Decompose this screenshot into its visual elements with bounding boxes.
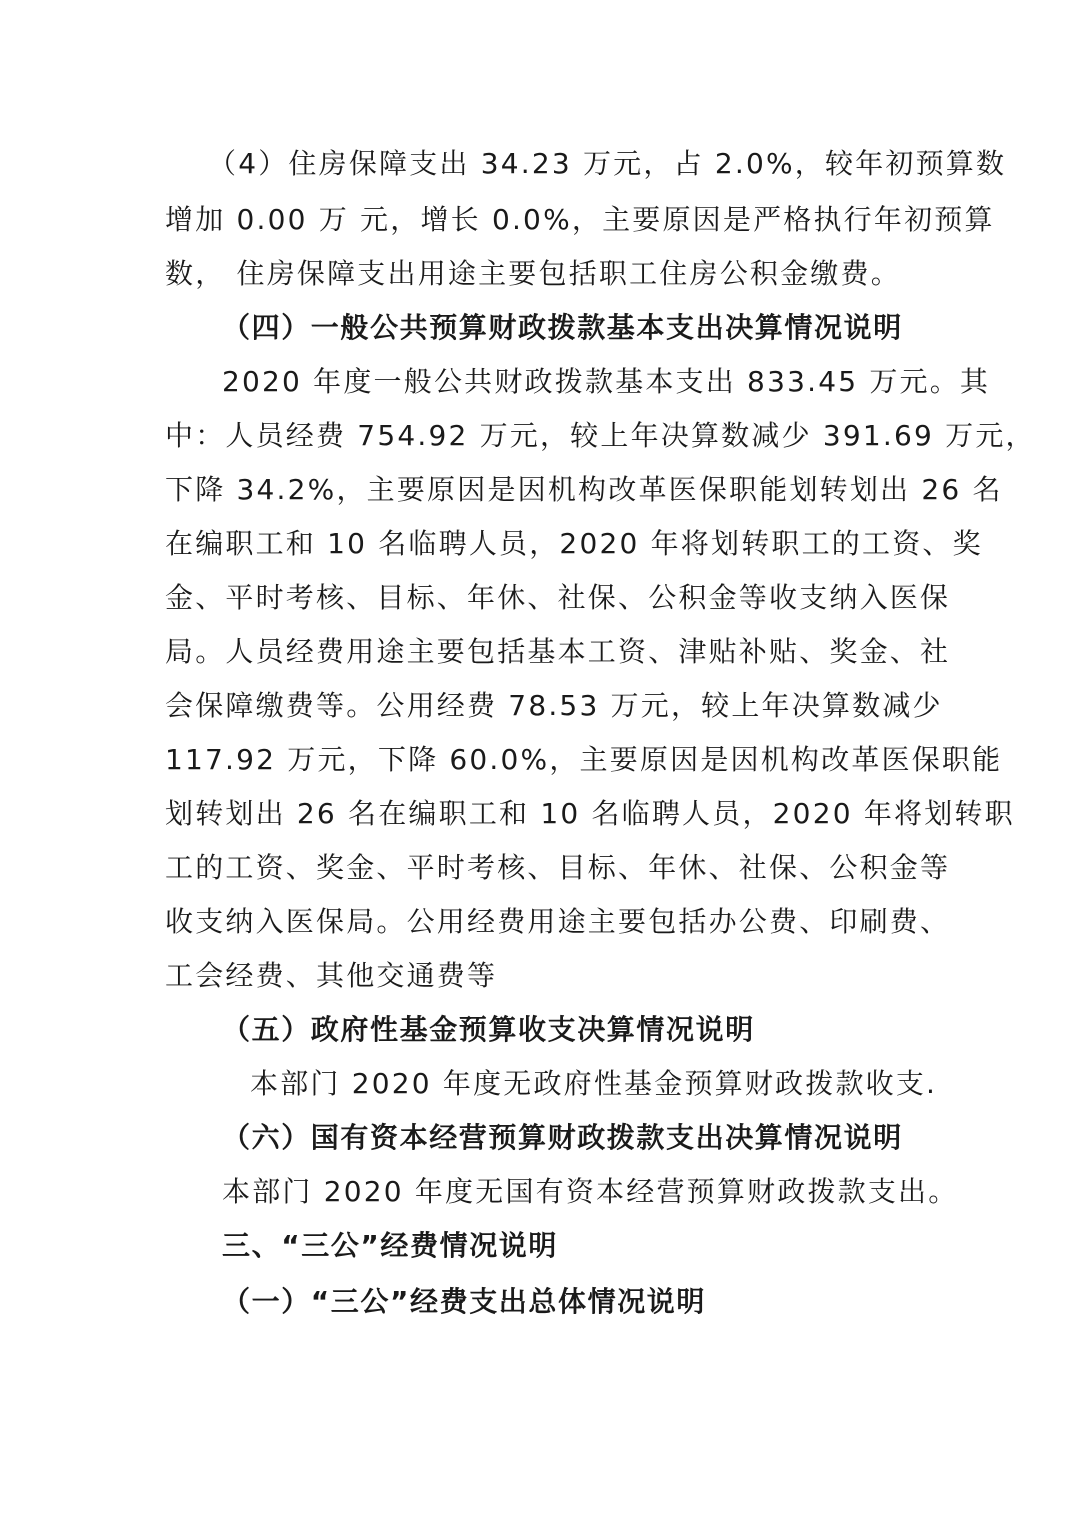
paragraph-line: 数， 住房保障支出用途主要包括职工住房公积金缴费。 <box>165 257 901 290</box>
paragraph-line: 收支纳入医保局。公用经费用途主要包括办公费、印刷费、 <box>165 905 951 938</box>
paragraph-line: 金、平时考核、目标、年休、社保、公积金等收支纳入医保 <box>165 581 951 614</box>
paragraph-line: 下降 34.2%，主要原因是因机构改革医保职能划转划出 26 名 <box>165 473 1003 506</box>
paragraph-line: 工会经费、其他交通费等 <box>165 959 498 992</box>
section-heading: （四）一般公共预算财政拨款基本支出决算情况说明 <box>222 311 903 344</box>
section-heading: （六）国有资本经营预算财政拨款支出决算情况说明 <box>222 1121 903 1154</box>
paragraph-line: 局。人员经费用途主要包括基本工资、津贴补贴、奖金、社 <box>165 635 951 668</box>
paragraph-line: 117.92 万元，下降 60.0%，主要原因是因机构改革医保职能 <box>165 743 1003 776</box>
paragraph-line: 2020 年度一般公共财政拨款基本支出 833.45 万元。其 <box>222 365 991 398</box>
paragraph-line: 本部门 2020 年度无国有资本经营预算财政拨款支出。 <box>222 1175 959 1208</box>
paragraph-line: 会保障缴费等。公用经费 78.53 万元，较上年决算数减少 <box>165 689 943 722</box>
paragraph-line: 本部门 2020 年度无政府性基金预算财政拨款收支. <box>250 1067 938 1100</box>
paragraph-line: 中：人员经费 754.92 万元，较上年决算数减少 391.69 万元， <box>165 419 1036 452</box>
section-heading: （五）政府性基金预算收支决算情况说明 <box>222 1013 755 1046</box>
section-heading: 三、“三公”经费情况说明 <box>222 1229 559 1262</box>
paragraph-line: 划转划出 26 名在编职工和 10 名临聘人员，2020 年将划转职 <box>165 797 1015 830</box>
section-heading: （一）“三公”经费支出总体情况说明 <box>222 1285 707 1318</box>
paragraph-line: 增加 0.00 万 元，增长 0.0%，主要原因是严格执行年初预算 <box>165 203 995 236</box>
paragraph-line: 工的工资、奖金、平时考核、目标、年休、社保、公积金等 <box>165 851 951 884</box>
paragraph-line: （4）住房保障支出 34.23 万元，占 2.0%，较年初预算数 <box>208 147 1007 180</box>
paragraph-line: 在编职工和 10 名临聘人员，2020 年将划转职工的工资、奖 <box>165 527 983 560</box>
